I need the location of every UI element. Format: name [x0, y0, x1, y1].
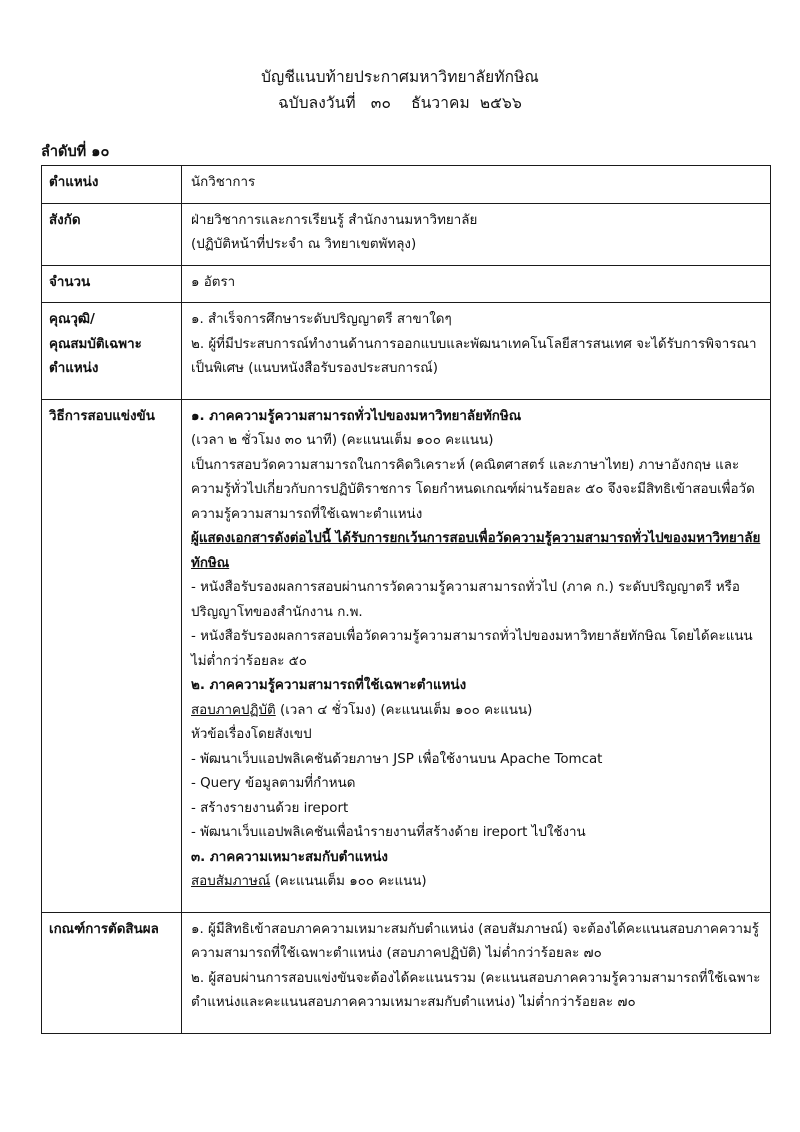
row-value-exam-method [182, 399, 771, 912]
exam-topics-heading: หัวข้อเรื่องโดยสังเขป [191, 727, 312, 742]
value-line: ๑. สำเร็จการศึกษาระดับปริญญาตรี สาขาใดๆ [191, 312, 452, 327]
row-label-position: ตำแหน่ง [42, 166, 182, 204]
document-title: บัญชีแนบท้ายประกาศมหาวิทยาลัยทักษิณ [261, 68, 539, 86]
exam-topic-item: - พัฒนาเว็บแอปพลิเคชันด้วยภาษา JSP เพื่อใช้งานบน Apache Tomcat [191, 751, 603, 767]
sequence-label: ลำดับที่ ๑๐ [41, 144, 110, 160]
interview-exam-label: สอบสัมภาษณ์ [191, 874, 271, 889]
row-label-quantity: จำนวน [42, 265, 182, 303]
table-row [42, 303, 771, 400]
practical-exam-detail: (เวลา ๔ ชั่วโมง) (คะแนนเต็ม ๑๐๐ คะแนน) [275, 702, 533, 718]
exam-section-3-heading: ๓. ภาคความเหมาะสมกับตำแหน่ง [191, 849, 388, 865]
exam-exemption-item: - หนังสือรับรองผลการสอบผ่านการวัดความรู้ความสามารถทั่วไป (ภาค ก.) ระดับปริญญาตรี หรือปริญญาโทของสำนักงาน ก.พ. [191, 580, 740, 620]
row-value-qualifications [182, 303, 771, 400]
criteria-item: ๑. ผู้มีสิทธิเข้าสอบภาคความเหมาะสมกับตำแหน่ง (สอบสัมภาษณ์) จะต้องได้คะแนนสอบภาคความรู้ความสามารถที่ใช้เฉพาะตำแหน่ง (สอบภาคปฏิบัติ) ไม่ต่ำกว่าร้อยละ ๗๐ [191, 921, 760, 961]
table-row [42, 166, 771, 204]
cell-tail-gap [191, 382, 762, 392]
interview-exam-detail: (คะแนนเต็ม ๑๐๐ คะแนน) [270, 874, 427, 889]
table-row [42, 399, 771, 912]
exam-exemption-item: - หนังสือรับรองผลการสอบเพื่อวัดความรู้ความสามารถทั่วไปของมหาวิทยาลัยทักษิณ โดยได้คะแนนไม่ต่ำกว่าร้อยละ ๕๐ [191, 629, 753, 669]
label-line: คุณวุฒิ/ [49, 312, 95, 327]
value-line: ๑ อัตรา [191, 274, 236, 290]
row-label-exam-method: วิธีการสอบแข่งขัน [42, 399, 182, 912]
row-value-quantity [182, 265, 771, 303]
row-value-criteria [182, 912, 771, 1033]
document-header [0, 0, 800, 116]
row-value-affiliation [182, 203, 771, 265]
exam-topic-item: - พัฒนาเว็บแอปพลิเคชันเพื่อนำรายงานที่สร้างด้าย ireport ไปใช้งาน [191, 825, 586, 840]
table-row [42, 912, 771, 1033]
label-line: คุณสมบัติเฉพาะ [49, 336, 142, 352]
exam-topic-item: - Query ข้อมูลตามที่กำหนด [191, 776, 356, 791]
row-value-position [182, 166, 771, 204]
row-label-qualifications [42, 303, 182, 400]
exam-section-2-heading: ๒. ภาคความรู้ความสามารถที่ใช้เฉพาะตำแหน่ง [191, 678, 467, 693]
table-row [42, 203, 771, 265]
exam-exemption-heading: ผู้แสดงเอกสารดังต่อไปนี้ ได้รับการยกเว้นการสอบเพื่อวัดความรู้ความสามารถทั่วไปของมหาวิทยาลัยทักษิณ [191, 531, 761, 571]
value-line: ฝ่ายวิชาการและการเรียนรู้ สำนักงานมหาวิทยาลัย [191, 212, 478, 228]
exam-section-1-description: เป็นการสอบวัดความสามารถในการคิดวิเคราะห์ (คณิตศาสตร์ และภาษาไทย) ภาษาอังกฤษ และความรู้ทั่วไปเกี่ยวกับการปฏิบัติราชการ โดยกำหนดเกณฑ์ผ่านร้อยละ ๕๐ จึงจะมีสิทธิเข้าสอบเพื่อวัดความรู้ความสามารถที่ใช้เฉพาะตำแหน่ง [191, 457, 755, 522]
table-row [42, 265, 771, 303]
cell-tail-gap [191, 895, 762, 905]
job-specification-table [41, 165, 771, 1034]
label-line: ตำแหน่ง [49, 361, 99, 376]
value-line: (ปฏิบัติหน้าที่ประจำ ณ วิทยาเขตพัทลุง) [191, 237, 417, 252]
exam-section-1-heading: ๑. ภาคความรู้ความสามารถทั่วไปของมหาวิทยาลัยทักษิณ [191, 408, 522, 424]
value-line: นักวิชาการ [191, 175, 256, 190]
document-date-line: ฉบับลงวันที่ ๓๐ ธันวาคม ๒๕๖๖ [278, 94, 522, 112]
value-line: ๒. ผู้ที่มีประสบการณ์ทำงานด้านการออกแบบและพัฒนาเทคโนโลยีสารสนเทศ จะได้รับการพิจารณาเป็นพิเศษ (แนบหนังสือรับรองประสบการณ์) [191, 336, 757, 376]
exam-section-1-duration: (เวลา ๒ ชั่วโมง ๓๐ นาที) (คะแนนเต็ม ๑๐๐ คะแนน) [191, 433, 494, 448]
cell-tail-gap [191, 1016, 762, 1026]
criteria-item: ๒. ผู้สอบผ่านการสอบแข่งขันจะต้องได้คะแนนรวม (คะแนนสอบภาคความรู้ความสามารถที่ใช้เฉพาะตำแหน่งและคะแนนสอบภาคความเหมาะสมกับตำแหน่ง) ไม่ต่ำกว่าร้อยละ ๗๐ [191, 970, 761, 1010]
exam-topic-item: - สร้างรายงานด้วย ireport [191, 800, 349, 816]
practical-exam-label: สอบภาคปฏิบัติ [191, 702, 276, 718]
row-label-affiliation: สังกัด [42, 203, 182, 265]
exam-section-3-interview [191, 870, 762, 895]
exam-section-2-practical [191, 699, 762, 724]
row-label-criteria: เกณฑ์การตัดสินผล [42, 912, 182, 1033]
